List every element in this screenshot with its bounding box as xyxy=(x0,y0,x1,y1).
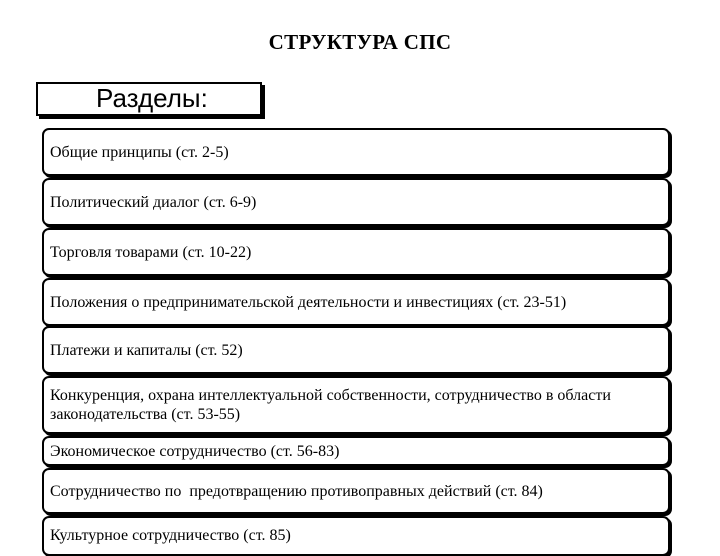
section-item-label: Сотрудничество по предотвращению противоправных действий (ст. 84) xyxy=(50,482,543,500)
section-item-crime-prevention xyxy=(42,468,670,514)
section-item-political-dialogue xyxy=(42,178,670,226)
section-item-label: Общие принципы (ст. 2-5) xyxy=(50,143,229,161)
section-item-label: Конкуренция, охрана интеллектуальной собственности, сотрудничество в области законодательства (ст. 53-55) xyxy=(50,387,615,423)
section-item-economic-cooperation xyxy=(42,436,670,466)
page-title: СТРУКТУРА СПС xyxy=(268,30,452,54)
section-item-general-principles xyxy=(42,128,670,176)
section-item-label: Экономическое сотрудничество (ст. 56-83) xyxy=(50,442,340,460)
sections-label-box: Разделы: xyxy=(36,82,262,116)
section-item-label: Платежи и капиталы (ст. 52) xyxy=(50,341,243,359)
section-item-label: Положения о предпринимательской деятельности и инвестициях (ст. 23-51) xyxy=(50,293,567,311)
section-item-business-investment xyxy=(42,278,670,326)
section-item-competition-ip xyxy=(42,376,670,434)
section-item-label: Политический диалог (ст. 6-9) xyxy=(50,193,257,211)
section-item-payments-capital xyxy=(42,326,670,374)
section-item-label: Культурное сотрудничество (ст. 85) xyxy=(50,527,291,544)
section-item-label: Торговля товарами (ст. 10-22) xyxy=(50,243,252,261)
section-item-cultural-cooperation xyxy=(42,516,670,556)
section-item-trade-in-goods xyxy=(42,228,670,276)
